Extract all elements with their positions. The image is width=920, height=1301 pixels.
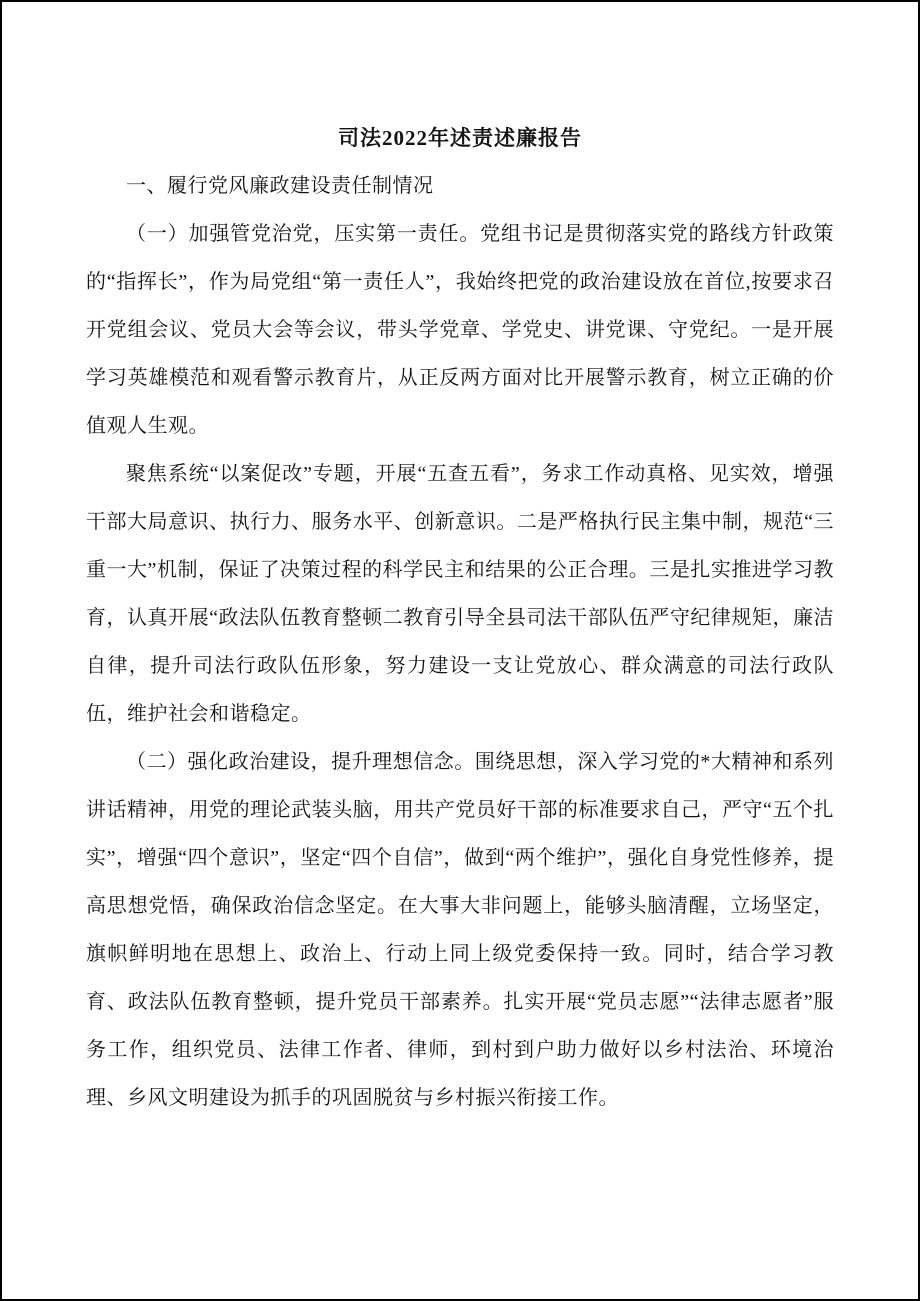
paragraph-3: （二）强化政治建设，提升理想信念。围绕思想，深入学习党的*大精神和系列讲话精神，用党的理论武装头脑，用共产党员好干部的标准要求自己，严守“五个扎实”，增强“四个意识”，坚定“四个自信”，做到“两个维护”，强化自身党性修养，提高思想党悟，确保政治信念坚定。在大事大非问题上，能够头脑清醒，立场坚定，旗帜鲜明地在思想上、政治上、行动上同上级党委保持一致。同时，结合学习教育、政法队伍教育整顿，提升党员干部素养。扎实开展“党员志愿”“法律志愿者”服务工作，组织党员、法律工作者、律师，到村到户助力做好以乡村法治、环境治理、乡风文明建设为抓手的巩固脱贫与乡村振兴衔接工作。 [86,751,834,1109]
section-heading: 一、履行党风廉政建设责任制情况 [126,175,434,197]
document-content [2,2,918,1122]
paragraph-2: 聚焦系统“以案促改”专题，开展“五查五看”，务求工作动真格、见实效，增强干部大局意识、执行力、服务水平、创新意识。二是严格执行民主集中制，规范“三重一大”机制，保证了决策过程的科学民主和结果的公正合理。三是扎实推进学习教育，认真开展“政法队伍教育整顿二教育引导全县司法干部队伍严守纪律规矩，廉洁自律，提升司法行政队伍形象，努力建设一支让党放心、群众满意的司法行政队伍，维护社会和谐稳定。 [86,463,834,725]
paragraph-1: （一）加强管党治党，压实第一责任。党组书记是贯彻落实党的路线方针政策的“指挥长”，作为局党组“第一责任人”，我始终把党的政治建设放在首位,按要求召开党组会议、党员大会等会议，带头学党章、学党史、讲党课、守党纪。一是开展学习英雄模范和观看警示教育片，从正反两方面对比开展警示教育，树立正确的价值观人生观。 [86,223,834,437]
document-title: 司法2022年述责述廉报告 [338,126,582,150]
